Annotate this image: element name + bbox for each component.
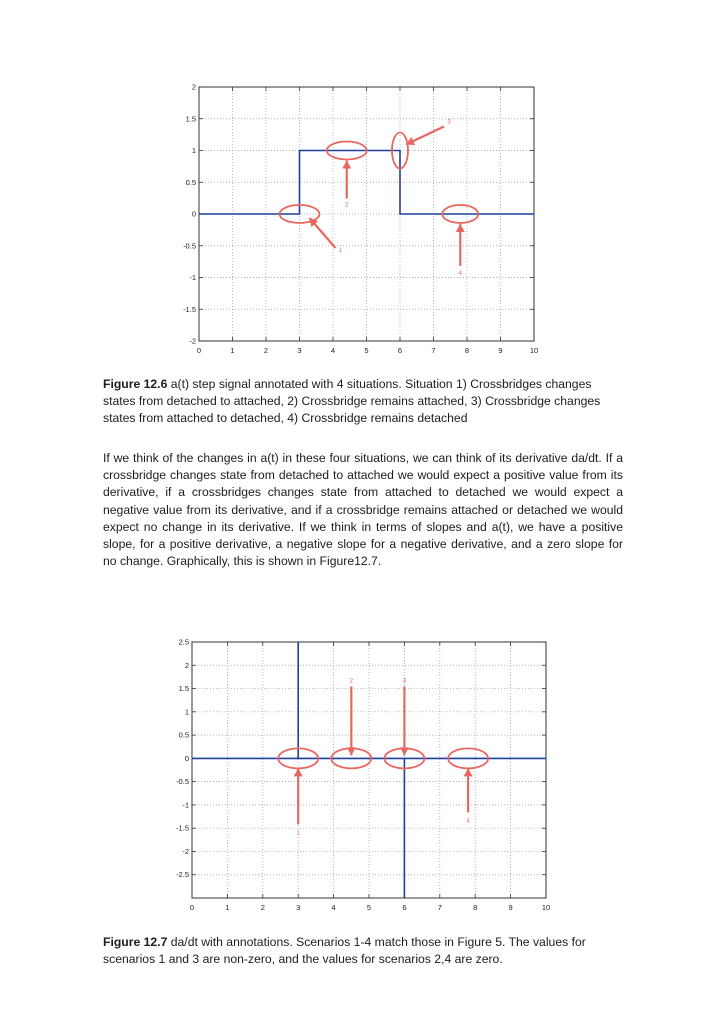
x-tick-label: 0 xyxy=(189,903,195,912)
y-tick-label: -1 xyxy=(189,273,196,282)
y-tick-label: 1 xyxy=(184,707,189,717)
y-tick-label: 0.5 xyxy=(178,730,189,740)
x-tick-label: 2 xyxy=(263,346,269,355)
annotation-label: 3 xyxy=(402,678,407,685)
x-tick-label: 0 xyxy=(196,346,202,355)
y-tick-label: 1.5 xyxy=(185,114,196,124)
x-tick-label: 10 xyxy=(541,903,551,912)
annotation-label: 3 xyxy=(447,119,451,126)
y-tick-label: -1 xyxy=(182,800,189,810)
annotation-label: 2 xyxy=(345,202,349,209)
x-tick-label: 8 xyxy=(473,903,478,912)
y-tick-label: -1.5 xyxy=(176,823,189,833)
x-tick-label: 1 xyxy=(225,903,230,912)
annotation-label: 2 xyxy=(349,678,353,685)
caption-label: Figure 12.6 xyxy=(103,377,168,391)
x-tick-label: 5 xyxy=(366,903,372,912)
y-tick-label: 0.5 xyxy=(185,177,196,187)
x-tick-label: 10 xyxy=(529,346,539,355)
plot-frame xyxy=(192,642,546,898)
annotation-label: 1 xyxy=(296,830,300,837)
y-tick-label: 2.5 xyxy=(178,637,189,647)
x-tick-label: 1 xyxy=(230,346,235,355)
y-tick-label: 0 xyxy=(191,209,196,219)
x-tick-label: 4 xyxy=(331,903,336,912)
x-tick-label: 7 xyxy=(437,903,442,912)
y-tick-labels xyxy=(176,638,189,880)
y-tick-label: -2 xyxy=(189,336,196,346)
x-tick-labels xyxy=(197,346,538,355)
x-tick-label: 2 xyxy=(260,903,265,912)
figure-12-6-caption xyxy=(103,376,623,428)
x-tick-label: 3 xyxy=(296,903,301,912)
x-tick-label: 7 xyxy=(431,346,436,355)
caption-text: a(t) step signal annotated with 4 situations. Situation 1) Crossbridges changes states from detached to attached, 2) Crossbridge remains attached, 3) Crossbridge changes states from attached to detached, 4) Crossbridge remains detached xyxy=(103,377,601,426)
figure-12-7-caption xyxy=(103,934,623,968)
y-tick-label: -1.5 xyxy=(183,304,196,314)
x-tick-label: 5 xyxy=(364,346,369,355)
caption-text: da/dt with annotations. Scenarios 1-4 match those in Figure 5. The values for scenarios 1 and 3 are non-zero, and the values for scenarios 2,4 are zero. xyxy=(103,935,586,967)
annotation-label: 1 xyxy=(338,248,343,254)
y-tick-labels xyxy=(183,83,196,346)
plot-area xyxy=(183,83,538,356)
y-tick-label: 2 xyxy=(184,660,189,670)
body-paragraph: If we think of the changes in a(t) in these four situations, we can think of its derivative da/dt. If a crossbridge changes state from detached to attached we would expect a positive value from its derivative, if a crossbridges changes state from attached to detached we would expect a negative value from its derivative, and if a crossbridge remains attached or detached we would expect no change in its derivative. If we think in terms of slopes and a(t), we have a positive slope, for a positive derivative, a negative slope for a negative derivative, and a zero slope for no change. Graphically, this is shown in Figure12.7. xyxy=(103,451,623,569)
annotation-label: 4 xyxy=(458,271,462,277)
x-tick-label: 6 xyxy=(402,903,407,912)
x-tick-label: 8 xyxy=(464,346,470,355)
y-tick-label: -2.5 xyxy=(176,870,189,880)
x-tick-label: 9 xyxy=(508,903,513,912)
figure-12-7-chart xyxy=(160,634,560,918)
y-tick-label: 2 xyxy=(191,82,196,92)
x-tick-label: 9 xyxy=(498,346,503,355)
x-tick-labels xyxy=(190,903,550,912)
x-tick-label: 3 xyxy=(297,346,302,355)
y-tick-label: 1.5 xyxy=(178,684,189,694)
caption-label: Figure 12.7 xyxy=(103,935,168,949)
plot-area xyxy=(176,638,550,913)
annotation-label: 4 xyxy=(466,818,470,825)
y-tick-label: 0 xyxy=(184,753,189,763)
y-tick-label: -2 xyxy=(182,846,189,856)
y-tick-label: -0.5 xyxy=(183,241,196,251)
x-tick-label: 4 xyxy=(330,346,336,355)
figure-12-6-chart xyxy=(168,76,552,364)
x-tick-label: 6 xyxy=(397,346,403,355)
y-tick-label: -0.5 xyxy=(176,777,189,787)
y-tick-label: 1 xyxy=(191,146,196,155)
